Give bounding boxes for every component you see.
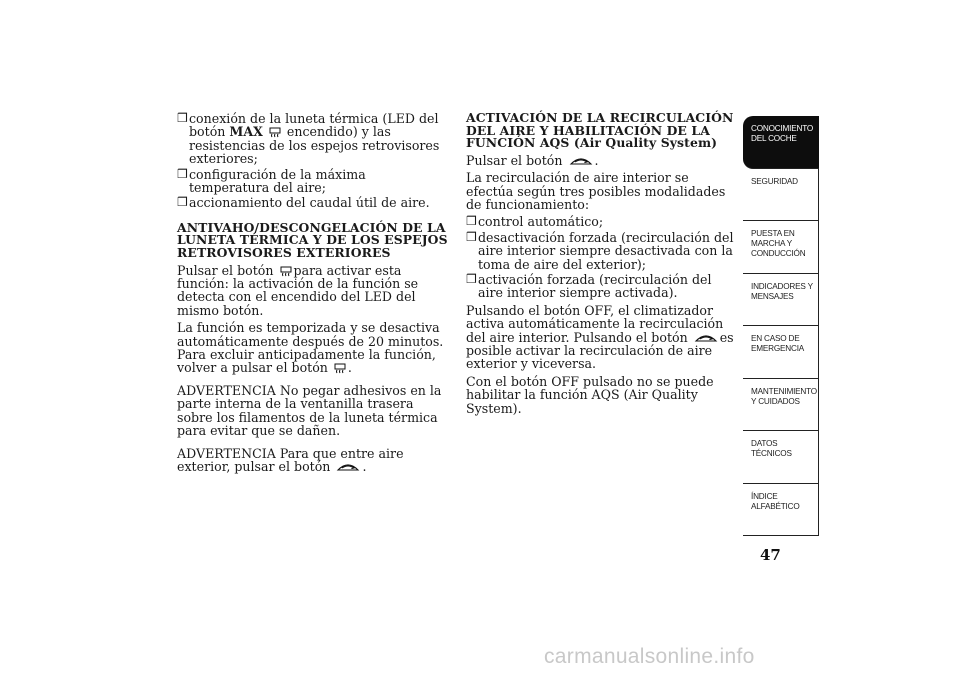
warning-paragraph: ADVERTENCIA No pegar adhesivos en la parte interna de la ventanilla trasera sobre los filamentos de la luneta térmica para evitar que se dañen. [177, 382, 442, 439]
section-heading-defrost: ANTIVAHO/DESCONGELACIÓN DE LA LUNETA TÉRMICA Y DE LOS ESPEJOS RETROVISORES EXTERIORES [177, 219, 448, 261]
tab-indice-alfabetico[interactable]: ÍNDICE ALFABÉTICO [743, 484, 819, 537]
paragraph: Pulsar el botón para activar esta función: la activación de la función se detecta con el encendido del LED del mismo botón. [177, 262, 419, 318]
rear-defrost-icon [334, 363, 346, 374]
tab-puesta-en-marcha[interactable]: PUESTA EN MARCHA Y CONDUCCIÓN [743, 221, 819, 274]
recirculation-icon [694, 332, 718, 344]
page-number: 47 [760, 546, 781, 564]
checkbox-bullet-icon: ❒ [177, 195, 188, 210]
rear-defrost-icon [269, 127, 281, 138]
recirculation-icon [569, 155, 593, 167]
right-column [466, 112, 738, 419]
list-item: ❒ control automático; [466, 214, 604, 230]
section-sidebar [743, 116, 819, 536]
watermark: carmanualsonline.info [544, 645, 755, 668]
list-item: ❒ conexión de la luneta térmica (LED del botón MAX encendido) y las resistencias de los espejos retrovisores exteriores; [177, 111, 440, 167]
paragraph: Con el botón OFF pulsado no se puede habilitar la función AQS (Air Quality System). [466, 373, 714, 416]
left-column [177, 112, 449, 477]
rear-defrost-icon [280, 266, 292, 277]
tab-emergencia[interactable]: EN CASO DE EMERGENCIA [743, 326, 819, 379]
list-item: ❒ accionamiento del caudal útil de aire. [177, 195, 430, 211]
warning-paragraph: ADVERTENCIA Para que entre aire exterior, pulsar el botón . [177, 445, 404, 474]
paragraph: La recirculación de aire interior se efectúa según tres posibles modalidades de funcionamiento: [466, 170, 726, 212]
list-item: ❒ configuración de la máxima temperatura del aire; [177, 166, 366, 196]
tab-seguridad[interactable]: SEGURIDAD [743, 169, 819, 222]
tab-datos-tecnicos[interactable]: DATOS TÉCNICOS [743, 431, 819, 484]
tab-mantenimiento[interactable]: MANTENIMIENTO Y CUIDADOS [743, 379, 819, 432]
list-item: ❒ desactivación forzada (recirculación del aire interior siempre desactivada con la toma de aire del exterior); [466, 229, 734, 272]
checkbox-bullet-icon: ❒ [177, 166, 188, 181]
tab-conocimiento-del-coche[interactable]: CONOCIMIENTO DEL COCHE [743, 116, 819, 169]
paragraph: La función es temporizada y se desactiva automáticamente después de 20 minutos. Para excluir anticipadamente la función, volver a pulsar el botón . [177, 320, 444, 376]
checkbox-bullet-icon: ❒ [177, 111, 188, 125]
paragraph: Pulsar el botón . [466, 152, 599, 168]
section-heading-recirculation: ACTIVACIÓN DE LA RECIRCULACIÓN DEL AIRE Y HABILITACIÓN DE LA FUNCIÓN AQS (Air Quality System) [466, 110, 734, 151]
checkbox-bullet-icon: ❒ [466, 229, 477, 244]
checkbox-bullet-icon: ❒ [466, 214, 477, 229]
paragraph: Pulsando el botón OFF, el climatizador activa automáticamente la recirculación del aire interior. Pulsando el botón es posible activar la recirculación de aire exterior y viceversa. [466, 302, 734, 372]
tab-indicadores[interactable]: INDICADORES Y MENSAJES [743, 274, 819, 327]
checkbox-bullet-icon: ❒ [466, 272, 477, 287]
list-item: ❒ activación forzada (recirculación del aire interior siempre activada). [466, 272, 712, 301]
recirculation-icon [336, 461, 360, 473]
